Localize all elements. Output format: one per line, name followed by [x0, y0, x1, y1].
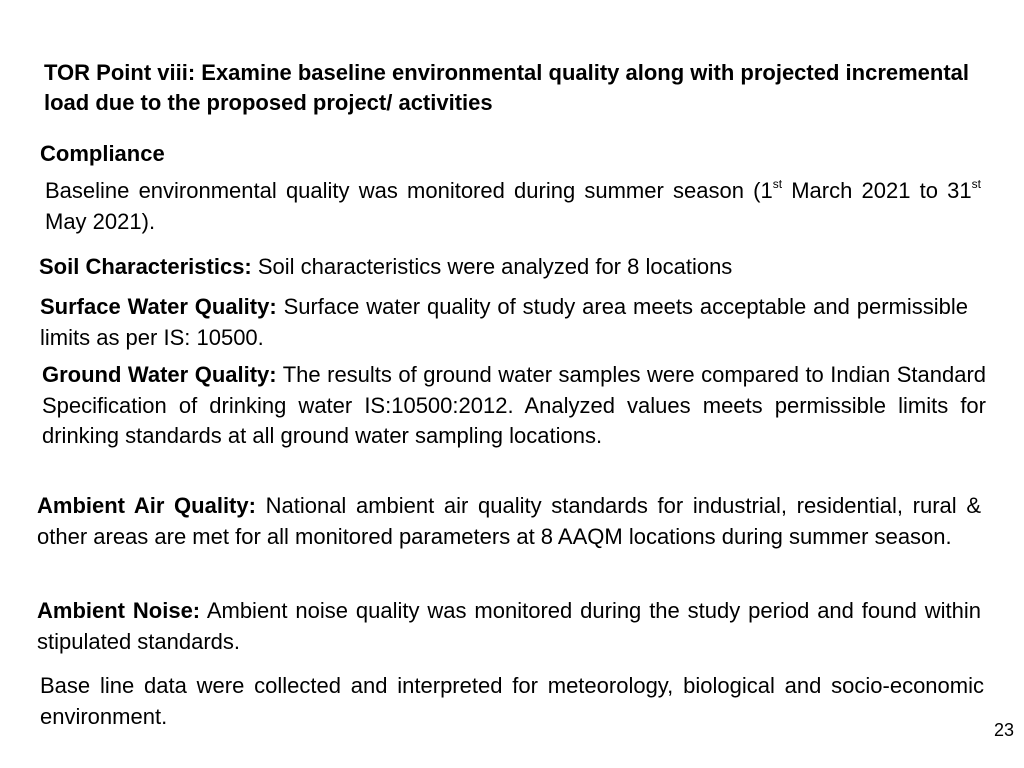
soil-characteristics-paragraph — [39, 252, 989, 283]
compliance-heading: Compliance — [40, 141, 165, 166]
ambient-air-paragraph — [37, 491, 981, 552]
ground-water-text: The results of ground water samples were compared to Indian Standard Specification of drinking water IS:10500:2012. Analyzed values meets permissible limits for drinking standards at all ground water sampling locations. — [42, 362, 987, 448]
ground-water-label: Ground Water Quality: — [42, 362, 277, 387]
slide-title: TOR Point viii: Examine baseline environmental quality along with projected incremental load due to the proposed project/ activities — [44, 60, 970, 115]
baseline-period-text — [45, 176, 981, 237]
baseline-text-part-1: Baseline environmental quality was monitored during summer season (1 — [45, 178, 773, 203]
ambient-noise-label: Ambient Noise: — [37, 598, 201, 623]
baseline-superscript-1: st — [772, 176, 783, 191]
ground-water-paragraph — [42, 360, 986, 452]
surface-water-paragraph — [40, 292, 968, 353]
ambient-air-text: National ambient air quality standards for industrial, residential, rural & other areas are met for all monitored parameters at 8 AAQM locations during summer season. — [37, 493, 982, 549]
soil-characteristics-label: Soil Characteristics: — [39, 254, 252, 279]
soil-characteristics-text: Soil characteristics were analyzed for 8 locations — [251, 254, 733, 279]
surface-water-text: Surface water quality of study area meets acceptable and permissible limits as per IS: 10500. — [40, 294, 968, 350]
page-number: 23 — [993, 720, 1014, 740]
baseline-data-paragraph: Base line data were collected and interpreted for meteorology, biological and socio-economic environment. — [40, 673, 984, 729]
baseline-text-part-3: May 2021). — [45, 208, 156, 234]
ambient-air-label: Ambient Air Quality: — [37, 493, 256, 518]
baseline-text-part-2: March 2021 to 31 — [782, 178, 972, 203]
baseline-superscript-2: st — [971, 176, 981, 191]
ambient-noise-text: Ambient noise quality was monitored during the study period and found within stipulated standards. — [37, 598, 981, 654]
ambient-noise-paragraph — [37, 596, 981, 657]
surface-water-label: Surface Water Quality: — [40, 294, 277, 319]
